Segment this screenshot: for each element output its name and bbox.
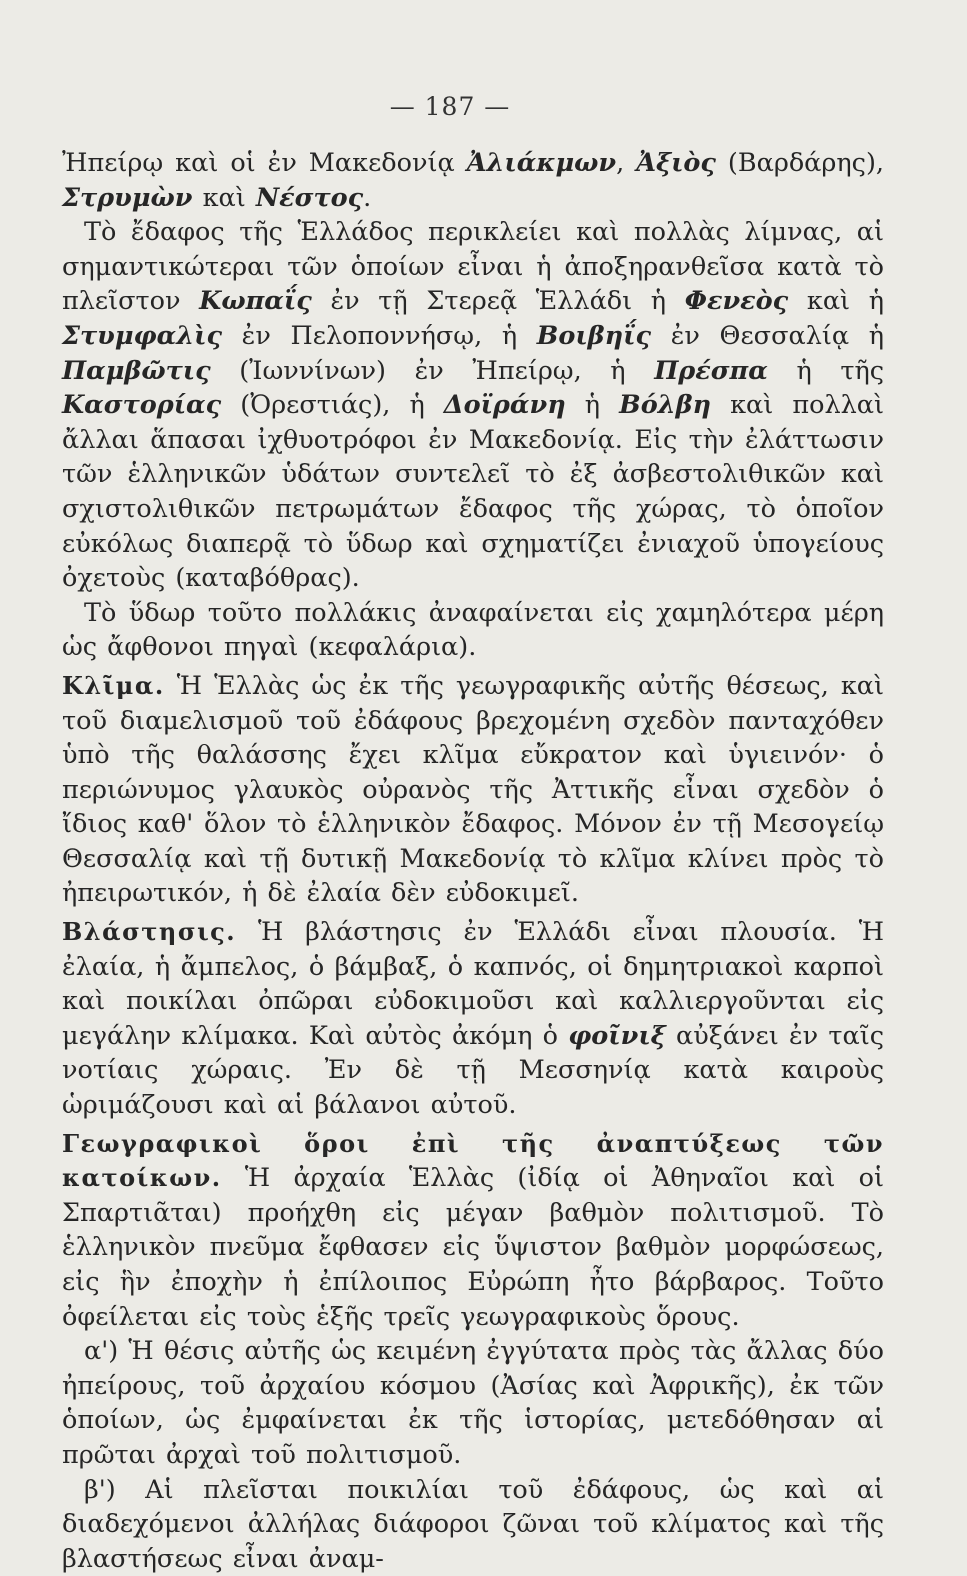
paragraph-point-a (62, 1334, 884, 1472)
text-run: (Ὀρεστιάς), ἡ (221, 390, 444, 421)
lake-name: Βοιβηΐς (536, 320, 652, 351)
lake-name: Φενεὸς (684, 286, 789, 317)
river-name: Ἀξιὸς (636, 148, 716, 178)
section-heading: Βλάστησις. (62, 917, 237, 947)
text-run: Ἡ βλάστησις ἐν Ἑλλάδι εἶναι πλουσία. Ἡ ἐλαία, ἡ ἄμπελος, ὁ βάμβαξ, ὁ καπνός, οἱ δημητριακοὶ καρποὶ καὶ ποικίλαι ὀπῶραι εὐδοκιμοῦσι καὶ καλλιεργοῦνται εἰς μεγάλην κλίμακα. Καὶ αὐτὸς ἀκόμη ὁ (62, 917, 884, 1051)
paragraph-point-b (62, 1473, 884, 1576)
paragraph-climate (62, 669, 884, 911)
plant-name: φοῖνιξ (568, 1020, 666, 1051)
text-run: α') Ἡ θέσις αὐτῆς ὡς κειμένη ἐγγύτατα πρὸς τὰς ἄλλας δύο ἠπείρους, τοῦ ἀρχαίου κόσμου (Ἀσίας καὶ Ἀφρικῆς), ἐκ τῶν ὁποίων, ὡς ἐμφαίνεται ἐκ τῆς ἱστορίας, μετεδόθησαν αἱ πρῶται ἀρχαὶ τοῦ πολιτισμοῦ. (62, 1336, 884, 1470)
lake-name: Δοϊράνη (443, 390, 566, 421)
text-run: ἡ τῆς (767, 355, 885, 386)
text-run: αὐξάνει ἐν ταῖς νοτίαις χώραις. Ἐν δὲ τῇ Μεσσηνίᾳ κατὰ καιροὺς ὡριμάζουσι καὶ αἱ βάλανοι αὐτοῦ. (62, 1020, 884, 1121)
text-run: (Βαρδάρης), (715, 148, 885, 178)
text-run: Ἡ Ἑλλὰς ὡς ἐκ τῆς γεωγραφικῆς αὐτῆς θέσεως, καὶ τοῦ διαμελισμοῦ τοῦ ἐδάφους βρεχομένη σχεδὸν πανταχόθεν ὑπὸ τῆς θαλάσσης ἔχει κλῖμα εὔκρατον καὶ ὑγιεινόν· ὁ περιώνυμος γλαυκὸς οὐρανὸς τῆς Ἀττικῆς εἶναι σχεδὸν ὁ ἴδιος καθ' ὅλον τὸ ἑλληνικὸν ἔδαφος. Μόνον ἐν τῇ Μεσογείῳ Θεσσαλίᾳ καὶ τῇ δυτικῇ Μακεδονίᾳ τὸ κλῖμα κλίνει πρὸς τὸ ἠπειρωτικόν, ἡ δὲ ἐλαία δὲν εὐδοκιμεῖ. (62, 670, 884, 909)
paragraph-geographic-conditions (62, 1127, 884, 1335)
lake-name: Παμβῶτις (62, 355, 211, 386)
paragraph-lakes (62, 215, 884, 596)
text-run: (Ἰωννίνων) ἐν Ἠπείρῳ, ἡ (210, 355, 655, 386)
page-number: — 187 — (389, 92, 511, 121)
body-text (62, 146, 884, 1576)
paragraph-vegetation (62, 915, 884, 1123)
text-run: καὶ (192, 182, 256, 213)
text-run: καὶ ἡ (788, 286, 884, 317)
text-run: β') Αἱ πλεῖσται ποικιλίαι τοῦ ἐδάφους, ὡς καὶ αἱ διαδεχόμενοι ἀλλήλας διάφοροι ζῶναι τοῦ κλίματος καὶ τῆς βλαστήσεως εἶναι ἀναμ- (62, 1474, 884, 1574)
paragraph-continuation (62, 146, 884, 215)
text-run: . (363, 182, 372, 213)
section-heading: Κλῖμα. (62, 670, 165, 700)
river-name: Ἀλιάκμων (466, 148, 617, 178)
text-run: Ἠπείρῳ καὶ οἱ ἐν Μακεδονίᾳ (62, 148, 467, 178)
lake-name: Βόλβη (619, 390, 712, 421)
text-run: ἐν τῇ Στερεᾷ Ἑλλάδι ἡ (311, 286, 685, 317)
text-run: Τὸ ὕδωρ τοῦτο πολλάκις ἀναφαίνεται εἰς χαμηλότερα μέρη ὡς ἄφθονοι πηγαὶ (κεφαλάρια). (62, 597, 884, 663)
text-run: , (616, 148, 637, 178)
lake-name: Κωπαΐς (199, 286, 312, 317)
text-run: ἐν Πελοποννήσῳ, ἡ (222, 320, 537, 351)
text-run: Τὸ ἔδαφος τῆς Ἑλλάδος περικλείει καὶ πολλὰς λίμνας, αἱ σημαντικώτεραι τῶν ὁποίων εἶναι ἡ ἀποξηρανθεῖσα κατὰ τὸ πλεῖστον (62, 217, 884, 317)
river-name: Στρυμὼν (62, 182, 193, 213)
lake-name: Πρέσπα (654, 355, 768, 386)
lake-name: Καστορίας (62, 390, 222, 421)
paragraph-springs (62, 596, 884, 665)
text-run: καὶ πολλαὶ ἄλλαι ἅπασαι ἰχθυοτρόφοι ἐν Μακεδονίᾳ. Εἰς τὴν ἐλάττωσιν τῶν ἑλληνικῶν ὑδάτων συντελεῖ τὸ ἐξ ἀσβεστολιθικῶν καὶ σχιστολιθικῶν πετρωμάτων ἔδαφος τῆς χώρας, τὸ ὁποῖον εὐκόλως διαπερᾷ τὸ ὕδωρ καὶ σχηματίζει ἐνιαχοῦ ὑπογείους ὀχετοὺς (καταβόθρας). (62, 390, 884, 594)
text-run: ἐν Θεσσαλίᾳ ἡ (651, 320, 885, 351)
section-heading: Γεωγραφικοὶ ὅροι ἐπὶ τῆς ἀναπτύξεως τῶν κατοίκων. (62, 1128, 884, 1193)
lake-name: Στυμφαλὶς (62, 320, 222, 351)
river-name: Νέστος (255, 182, 364, 213)
text-run: ἡ (565, 390, 620, 421)
text-run: Ἡ ἀρχαία Ἑλλὰς (ἰδίᾳ οἱ Ἀθηναῖοι καὶ οἱ Σπαρτιᾶται) προήχθη εἰς μέγαν βαθμὸν πολιτισμοῦ. Τὸ ἑλληνικὸν πνεῦμα ἔφθασεν εἰς ὕψιστον βαθμὸν μορφώσεως, εἰς ἣν ἐποχὴν ἡ ἐπίλοιπος Εὐρώπη ἦτο βάρβαρος. Τοῦτο ὀφείλεται εἰς τοὺς ἑξῆς τρεῖς γεωγραφικοὺς ὅρους. (62, 1163, 884, 1332)
